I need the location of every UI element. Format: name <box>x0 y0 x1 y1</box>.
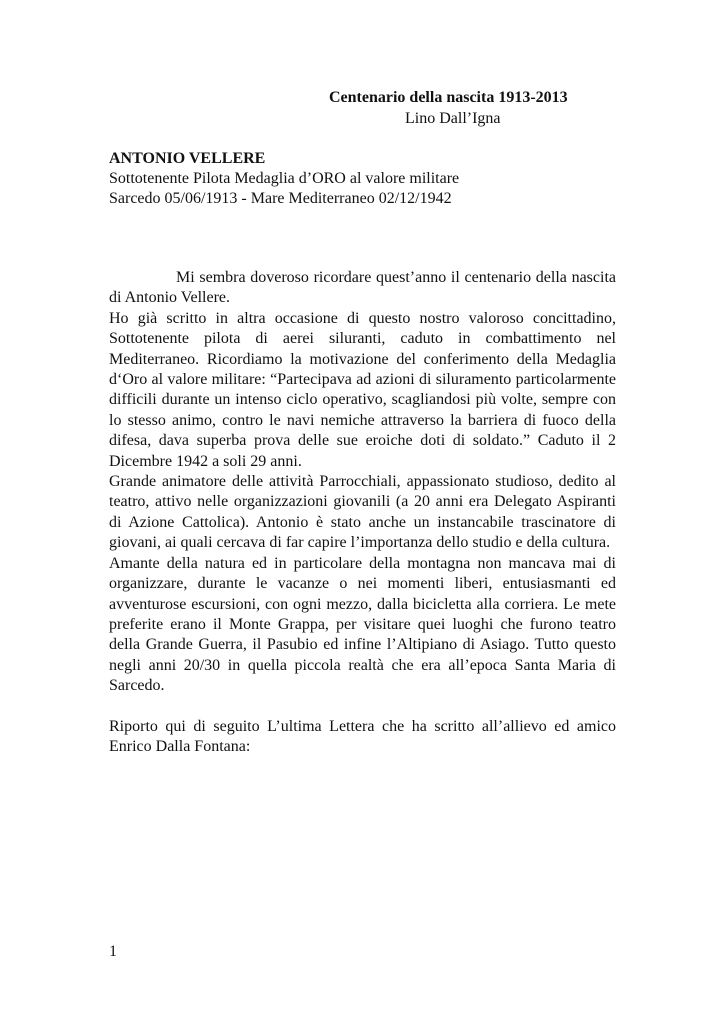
page-number: 1 <box>109 943 117 960</box>
paragraph-intro: Mi sembra doveroso ricordare quest’anno il centenario della nascita di Antonio Vellere. <box>109 269 616 307</box>
paragraph-letter-intro: Riporto qui di seguito L’ultima Lettera che ha scritto all’allievo ed amico Enrico Dalla Fontana: <box>109 717 616 756</box>
subject-name: ANTONIO VELLERE <box>109 150 266 167</box>
paragraph-medal: Ho già scritto in altra occasione di questo nostro valoroso concittadino, Sottotenente pilota di aerei siluranti, caduto in combattimento nel Mediterraneo. Ricordiamo la motivazione del conferimento della Medaglia d‘Oro al valore militare: “Partecipava ad azioni di siluramento particolarmente difficili durante un intenso ciclo operativo, scagliandosi più volte, sempre con lo stesso animo, contro le navi nemiche attraverso la barriera di fuoco della difesa, dava superba prova delle sue eroiche doti di soldato.” Caduto il 2 Dicembre 1942 a soli 29 anni. <box>109 309 616 470</box>
centenary-title: Centenario della nascita 1913-2013 <box>329 89 568 106</box>
paragraph-mountains: Amante della natura ed in particolare della montagna non mancava mai di organizzare, durante le vacanze o nei momenti liberi, entusiasmanti ed avventurose escursioni, con ogni mezzo, dalla bicicletta alla corriera. Le mete preferite erano il Monte Grappa, per visitare quei luoghi che furono teatro della Grande Guerra, il Pasubio ed infine l’Altipiano di Asiago. Tutto questo negli anni 20/30 in quella piccola realtà che era all’epoca Santa Maria di Sarcedo. <box>109 554 616 695</box>
paragraph-animator: Grande animatore delle attività Parrocchiali, appassionato studioso, dedito al teatro, attivo nelle organizzazioni giovanili (a 20 anni era Delegato Aspiranti di Azione Cattolica). Antonio è stato anche un instancabile trascinatore di giovani, ai quali cercava di far capire l’importanza dello studio e della cultura. <box>109 473 616 552</box>
subject-rank: Sottotenente Pilota Medaglia d’ORO al valore militare <box>109 170 460 187</box>
body-text <box>109 268 616 758</box>
author-name: Lino Dall’Igna <box>405 110 501 127</box>
subject-dates: Sarcedo 05/06/1913 - Mare Mediterraneo 02/12/1942 <box>109 190 452 207</box>
